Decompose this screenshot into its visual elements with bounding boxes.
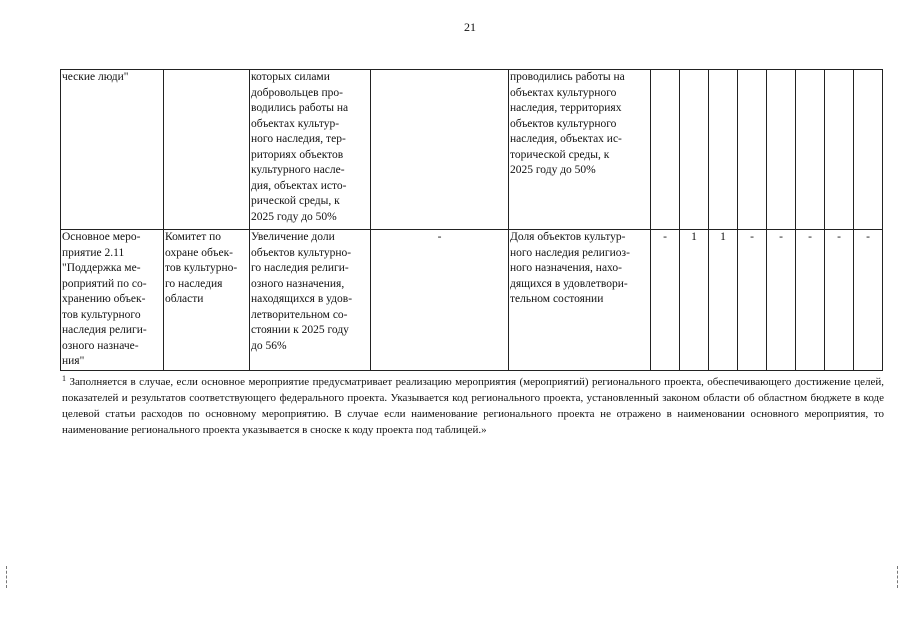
footnote	[62, 371, 884, 438]
regional-project-cell	[371, 70, 509, 230]
responsible-cell	[164, 70, 250, 230]
value-cell: -	[738, 230, 767, 371]
measure-name-cell: Основное меро- приятие 2.11 "Поддержка ме- роприятий по со- хранению объек- тов культурного наследия религи- озного назначе- ния"	[61, 230, 164, 371]
indicator-cell: Доля объектов культур- ного наследия религиоз- ного назначения, нахо- дящихся в удовлетвори- тельном состоянии	[509, 230, 651, 371]
left-edge-mark	[6, 566, 8, 588]
value-cell	[651, 70, 680, 230]
value-cell: -	[767, 230, 796, 371]
value-cell	[709, 70, 738, 230]
expected-result-cell: Увеличение доли объектов культурно- го наследия религи- озного назначения, находящихся в удов- летворительном со- стоянии к 2025 году до 56%	[250, 230, 371, 371]
table-row	[61, 70, 883, 230]
measure-name-cell: ческие люди"	[61, 70, 164, 230]
footnote-text: Заполняется в случае, если основное мероприятие предусматривает реализацию мероприятия (мероприятий) регионального проекта, обеспечивающего достижение целей, показателей и результатов соответствующего федерального проекта. Указывается код регионального проекта, установленный законом области об областном бюджете в коде целевой статьи расходов по основному мероприятию. В случае если наименование регионального проекта не отражено в наименовании основного мероприятия, то наименование регионального проекта указывается в сноске к коду проекта под таблицей.»	[62, 376, 885, 436]
value-cell	[680, 70, 709, 230]
value-cell: -	[854, 230, 883, 371]
value-cell	[738, 70, 767, 230]
value-cell	[767, 70, 796, 230]
indicator-cell: проводились работы на объектах культурного наследия, территориях объектов культурного наследия, объектах ис- торической среды, к 2025 году до 50%	[509, 70, 651, 230]
measures-table	[60, 69, 883, 371]
footnote-marker: 1	[62, 374, 66, 383]
value-cell	[854, 70, 883, 230]
value-cell: 1	[680, 230, 709, 371]
page-number: 21	[464, 20, 476, 34]
expected-result-cell: которых силами добровольцев про- водились работы на объектах культур- ного наследия, тер- риториях объектов культурного насле- дия, объектах исто- рической среды, к 2025 году до 50%	[250, 70, 371, 230]
responsible-cell: Комитет по охране объек- тов культурно- го наследия области	[164, 230, 250, 371]
value-cell: -	[825, 230, 854, 371]
value-cell: 1	[709, 230, 738, 371]
value-cell	[825, 70, 854, 230]
right-edge-mark	[897, 566, 899, 588]
table-row	[61, 230, 883, 371]
regional-project-cell: -	[371, 230, 509, 371]
value-cell	[796, 70, 825, 230]
value-cell: -	[796, 230, 825, 371]
value-cell: -	[651, 230, 680, 371]
